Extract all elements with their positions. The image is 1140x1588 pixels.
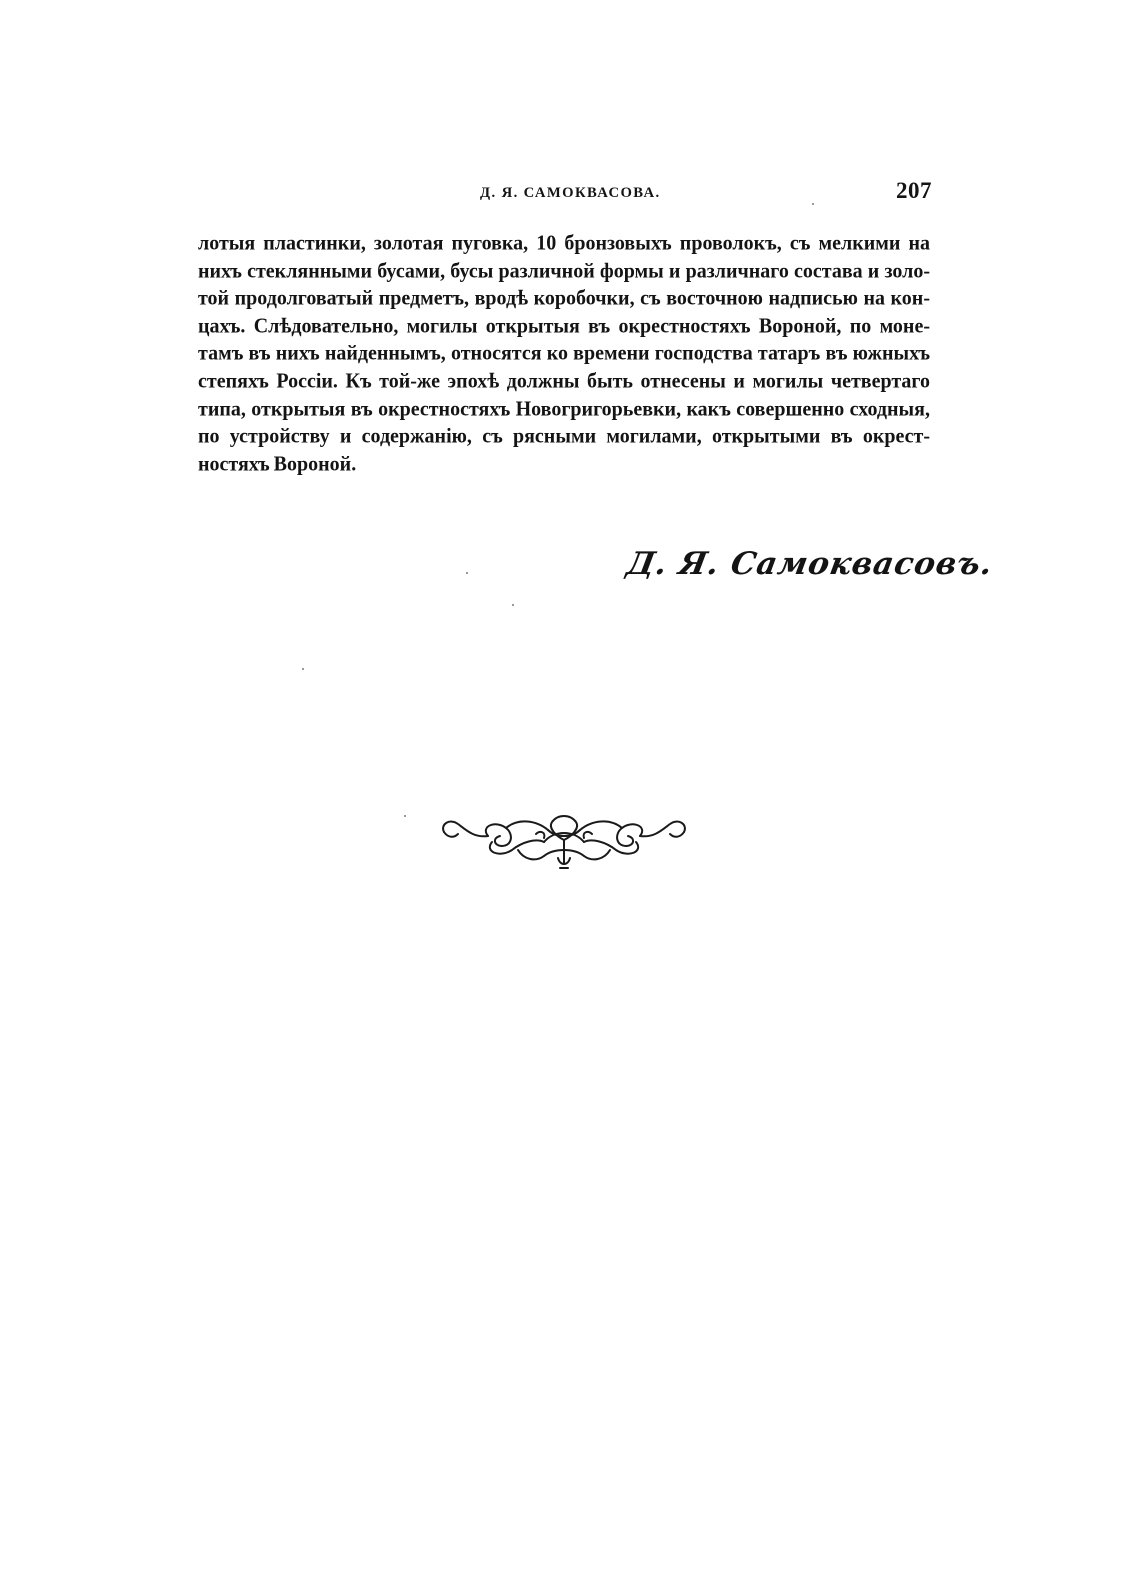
author-signature: Д. Я. Самоквасовъ. xyxy=(624,546,997,582)
print-speck xyxy=(512,604,514,606)
text-line: цахъ. Слѣдовательно, могилы открытыя въ окрестностяхъ Вороной, по моне- xyxy=(198,313,930,338)
print-speck xyxy=(302,668,304,670)
text-line: нихъ стеклянными бусами, бусы различной формы и различнаго состава и золо- xyxy=(198,258,930,283)
body-paragraph xyxy=(198,230,930,478)
running-head: Д. Я. САМОКВАСОВА. xyxy=(480,185,661,201)
text-line: лотыя пластинки, золотая пуговка, 10 бронзовыхъ проволокъ, съ мелкими на xyxy=(198,231,930,255)
print-speck xyxy=(404,815,406,817)
text-line: той продолговатый предметъ, вродѣ коробочки, съ восточною надписью на кон- xyxy=(198,286,930,311)
text-line: ностяхъ Вороной. xyxy=(198,451,357,476)
scroll-ornament-icon xyxy=(440,808,688,874)
print-speck xyxy=(466,572,468,574)
page-number: 207 xyxy=(896,178,932,203)
text-line: степяхъ Россіи. Къ той-же эпохѣ должны быть отнесены и могилы четвертаго xyxy=(198,369,930,393)
print-speck xyxy=(812,203,814,205)
text-line: тамъ въ нихъ найденнымъ, относятся ко времени господства татаръ въ южныхъ xyxy=(198,341,930,366)
text-line: по устройству и содержанію, съ рясными могилами, открытыми въ окрест- xyxy=(198,424,930,448)
text-line: типа, открытыя въ окрестностяхъ Новогригорьевки, какъ совершенно сходныя, xyxy=(198,396,930,421)
